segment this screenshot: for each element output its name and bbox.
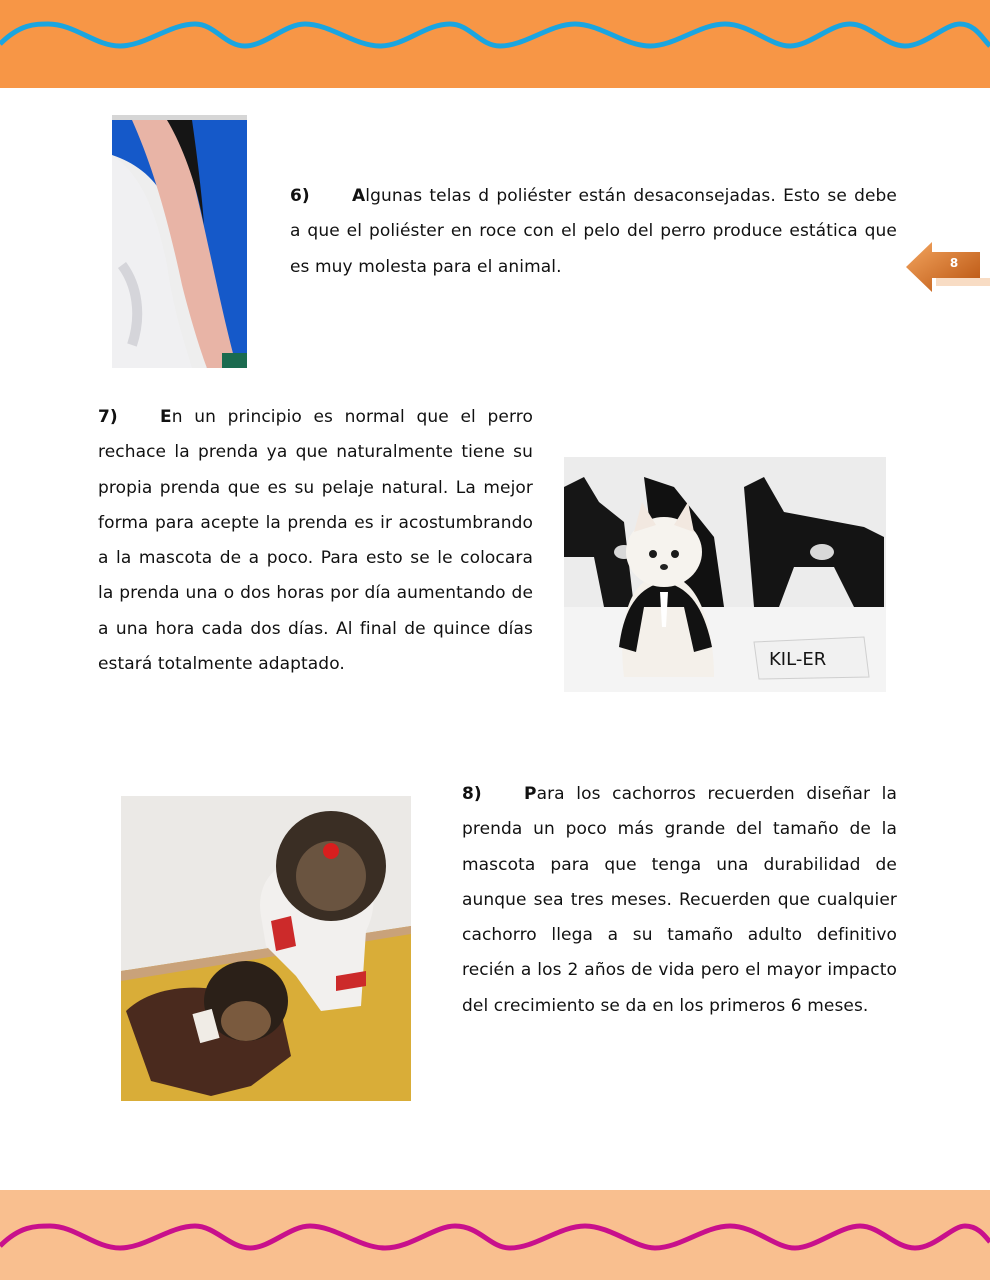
svg-text:KIL-ER: KIL-ER [769,649,827,670]
fabric-photo [112,115,247,368]
chihuahua-photo [564,457,886,692]
yorkie-puppies-photo [121,796,411,1101]
section-8-number: 8) [462,784,482,804]
page-number: 8 [949,256,959,270]
header-band [0,0,990,88]
section-6-initial: A [352,186,366,206]
footer-band [0,1190,990,1280]
page-number-marker [906,242,990,292]
section-8-initial: P [524,784,537,804]
section-6-number: 6) [290,186,310,206]
section-8-text: ara los cachorros recuerden diseñar la prenda un poco más grande del tamaño de la mascota para que tenga una durabilidad de aunque sea tres meses. Recuerden que cualquier cachorro llega a su tamaño adulto definitivo recién a los 2 años de vida pero el mayor impacto del crecimiento se da en los primeros 6 meses. [462,784,897,1016]
section-7-text: n un principio es normal que el perro rechace la prenda ya que naturalmente tiene su propia prenda que es su pelaje natural. La mejor forma para acepte la prenda es ir acostumbrando a la mascota de a poco. Para esto se le colocara la prenda una o dos horas por día aumentando de a una hora cada dos días. Al final de quince días estará totalmente adaptado. [98,407,533,675]
section-7-number: 7) [98,407,118,427]
section-8-paragraph [462,777,897,1024]
section-6-paragraph [290,179,897,285]
section-7-initial: E [160,407,172,427]
footer-wave-decoration [0,1218,990,1258]
section-6-text: lgunas telas d poliéster están desaconsejadas. Esto se debe a que el poliéster en roce con el pelo del perro produce estática que es muy molesta para el animal. [290,186,897,277]
section-7-paragraph [98,400,533,682]
header-wave-decoration [0,16,990,56]
